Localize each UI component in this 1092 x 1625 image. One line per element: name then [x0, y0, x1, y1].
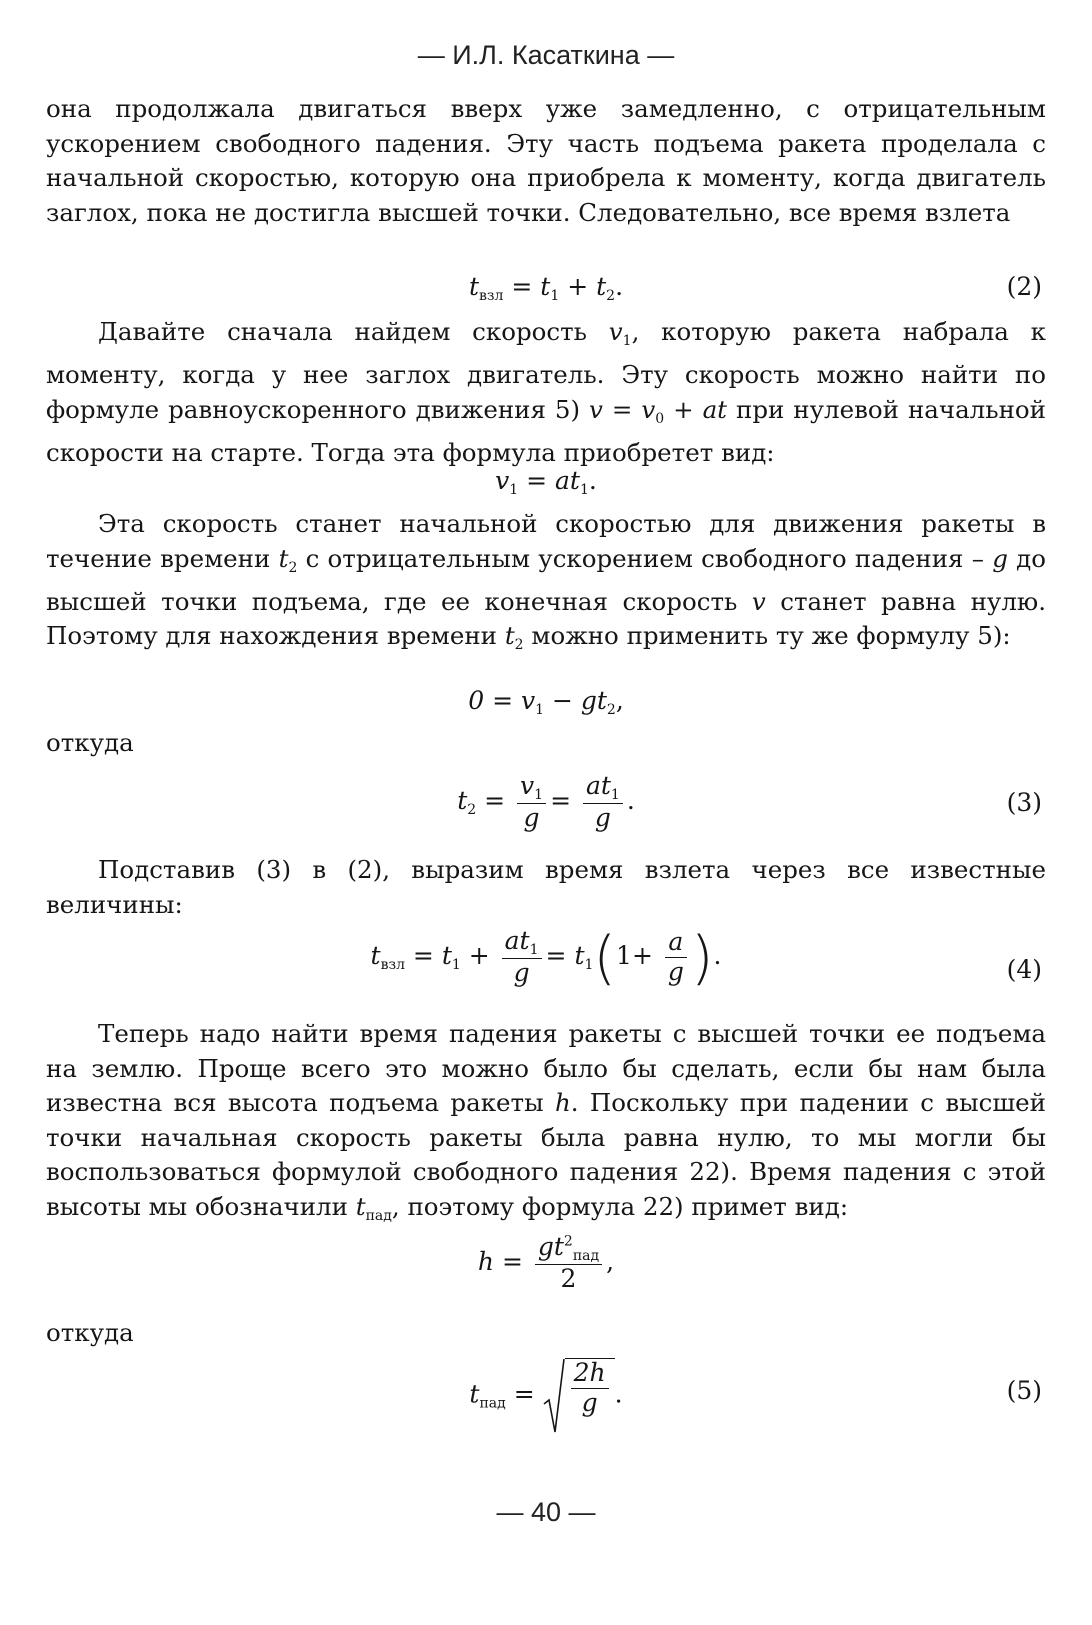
paragraph-1: она продолжала двигаться вверх уже замедленно, с отрицательным ускорением свободного падения. Эту часть подъема ракета проделала с начальной скоростью, которую она приобрела к моменту, когда двигатель заглох, пока не достигла высшей точки. Следовательно, все время взлета: [46, 94, 1046, 227]
right-paren: ): [690, 923, 714, 992]
paragraph-2: Давайте сначала найдем скорость $v_1$, которую ракета набрала к моменту, когда у нее заглох двигатель. Эту скорость можно найти по формуле равноускоренного движения 5) $v = v_0$ + at при нулевой начальной скорости на старте. Тогда эта формула приобретет вид:: [46, 317, 1046, 468]
fraction-2h-over-g: $\frac{2h}{g}$: [571, 1359, 609, 1418]
equation-2: $t_{взл} = t_1 + t_2$.: [468, 272, 624, 304]
paragraph-4: Подставив (3) в (2), выразим время взлета через все известные величины:: [46, 855, 1046, 919]
page-number: — 40 —: [496, 1497, 596, 1527]
equation-5: $t_{пад}$ = $\frac{2h}{g}$ .: [0, 1358, 1092, 1434]
word-otkuda-2: откуда: [46, 1318, 134, 1347]
equation-number-4: (4): [1006, 955, 1042, 984]
left-paren: (: [593, 923, 617, 992]
fraction-gt-squared-over-2: $\frac{gt^2_{пад}}{2}$: [535, 1233, 602, 1294]
equation-number-5: (5): [1006, 1376, 1042, 1405]
equation-zero: $0 = v_1 - gt_2$,: [468, 686, 624, 718]
equation-4: $t_{взл} = t_1$ + $\frac{at_1}{g}$ = $t_1(1+$ $\frac{a}{g}$ ).: [370, 923, 722, 992]
equation-v1: $v_1 = at_1$.: [495, 466, 597, 498]
word-otkuda-1: откуда: [46, 728, 134, 757]
square-root: [543, 1358, 615, 1434]
paragraph-3: Эта скорость станет начальной скоростью для движения ракеты в течение времени $t_2$ с отрицательным ускорением свободного падения – g до высшей точки подъема, где ее конечная скорость v станет равна нулю. Поэтому для нахождения времени $t_2$ можно применить ту же формулу 5):: [46, 509, 1046, 654]
equation-number-2: (2): [1006, 272, 1042, 301]
fraction-at1-over-g: $\frac{at_1}{g}$: [583, 772, 623, 833]
running-header: — И.Л. Касаткина —: [417, 40, 675, 70]
equation-h: h = $\frac{gt^2_{пад}}{2}$ ,: [477, 1232, 615, 1293]
fraction-v1-over-g: $\frac{v_1}{g}$: [517, 772, 546, 833]
fraction-a-over-g: $\frac{a}{g}$: [665, 928, 687, 987]
paragraph-5: Теперь надо найти время падения ракеты с высшей точки ее подъема на землю. Проще всего это можно было бы сделать, если бы нам была известна вся высота подъема ракеты h. Поскольку при падении с высшей точки начальная скорость ракеты была равна нулю, то мы могли бы воспользоваться формулой свободного падения 22). Время падения с этой высоты мы обозначили $t_{пад}$, поэтому формула 22) примет вид:: [46, 1019, 1046, 1224]
fraction-at1-over-g-4: $\frac{at_1}{g}$: [502, 927, 542, 988]
equation-number-3: (3): [1006, 788, 1042, 817]
radical-sign-icon: [543, 1358, 565, 1434]
equation-3: $t_2$ = $\frac{v_1}{g}$ = $\frac{at_1}{g}$ .: [457, 771, 635, 832]
